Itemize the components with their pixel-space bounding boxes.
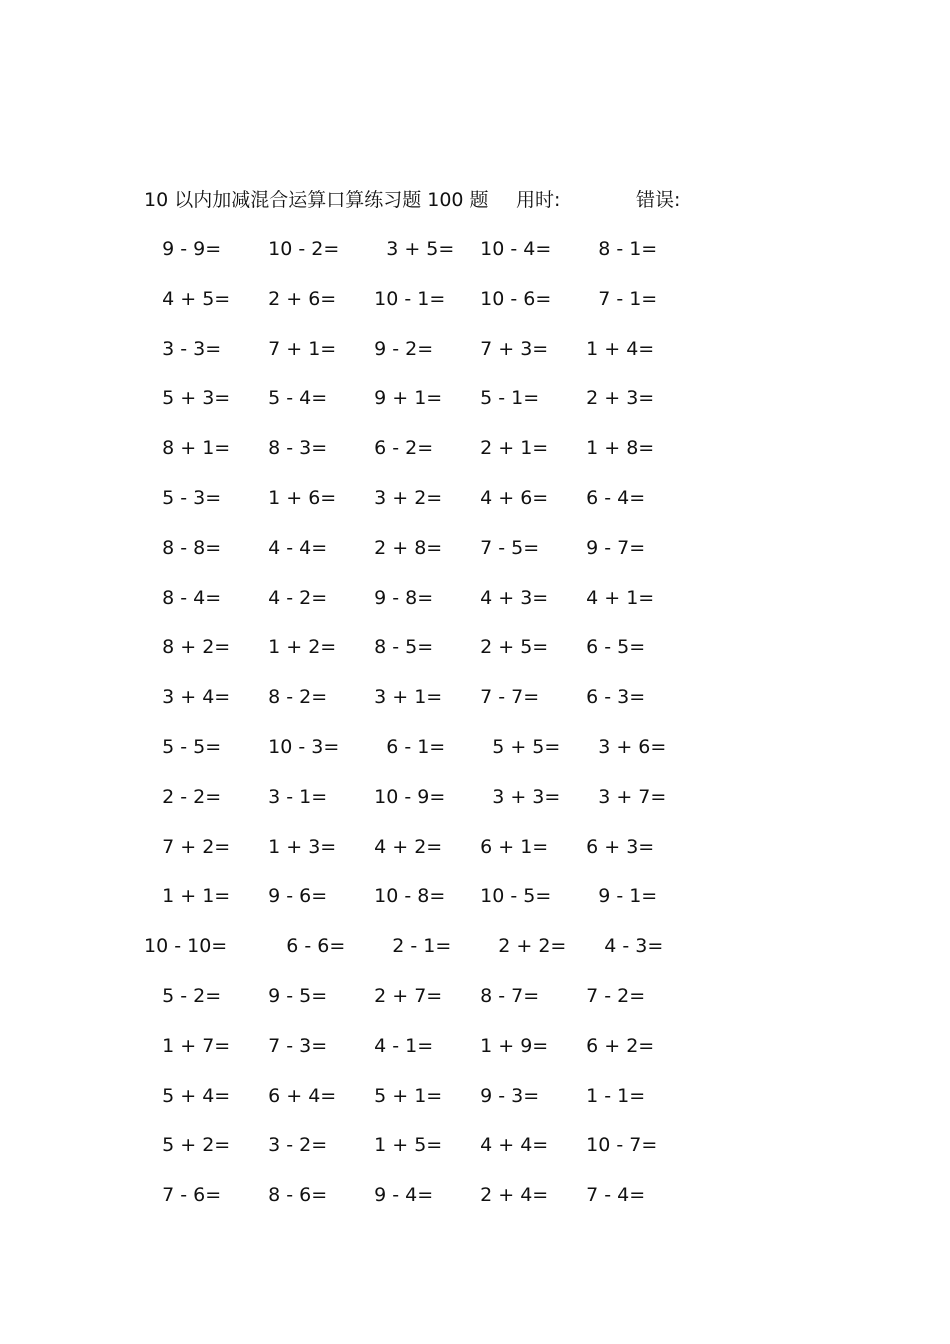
problem-item: 4 + 3= bbox=[462, 586, 549, 609]
problem-item: 10 - 5= bbox=[462, 885, 552, 908]
problem-item: 9 - 9= bbox=[144, 238, 222, 260]
problem-item: 1 + 3= bbox=[250, 835, 337, 858]
problem-item: 6 + 1= bbox=[462, 835, 549, 858]
problem-item: 9 - 8= bbox=[356, 586, 434, 609]
problem-item: 4 - 1= bbox=[356, 1034, 434, 1057]
worksheet-title: 10 以内加减混合运算口算练习题 100 题 bbox=[144, 189, 489, 211]
problem-grid bbox=[144, 235, 704, 1231]
problem-item: 10 - 6= bbox=[462, 287, 552, 310]
problem-item: 2 + 8= bbox=[356, 536, 443, 559]
problem-row bbox=[144, 1082, 704, 1132]
problem-item: 3 + 6= bbox=[568, 735, 667, 758]
problem-row bbox=[144, 633, 704, 683]
problem-item: 1 + 2= bbox=[250, 636, 337, 659]
problem-item: 7 - 3= bbox=[250, 1034, 328, 1057]
problem-item: 7 - 2= bbox=[568, 984, 646, 1007]
problem-item: 7 + 1= bbox=[250, 337, 337, 360]
problem-item: 6 - 1= bbox=[356, 735, 446, 758]
problem-item: 8 + 1= bbox=[144, 437, 231, 460]
problem-item: 1 + 7= bbox=[144, 1034, 231, 1057]
problem-row bbox=[144, 484, 704, 534]
problem-item: 10 - 2= bbox=[250, 238, 340, 260]
problem-item: 5 - 5= bbox=[144, 735, 222, 758]
problem-row bbox=[144, 434, 704, 484]
problem-item: 8 - 4= bbox=[144, 586, 222, 609]
problem-item: 2 + 6= bbox=[250, 287, 337, 310]
problem-item: 2 + 4= bbox=[462, 1184, 549, 1207]
problem-item: 8 + 2= bbox=[144, 636, 231, 659]
problem-item: 8 - 1= bbox=[568, 238, 658, 260]
problem-item: 6 + 3= bbox=[568, 835, 655, 858]
problem-item: 6 - 3= bbox=[568, 686, 646, 709]
problem-item: 7 - 6= bbox=[144, 1184, 222, 1207]
problem-item: 6 - 5= bbox=[568, 636, 646, 659]
problem-item: 9 - 1= bbox=[568, 885, 658, 908]
problem-item: 1 + 1= bbox=[144, 885, 231, 908]
problem-item: 8 - 6= bbox=[250, 1184, 328, 1207]
problem-item: 9 + 1= bbox=[356, 387, 443, 410]
problem-item: 7 - 4= bbox=[568, 1184, 646, 1207]
problem-item: 5 + 1= bbox=[356, 1084, 443, 1107]
problem-item: 8 - 3= bbox=[250, 437, 328, 460]
problem-item: 10 - 3= bbox=[250, 735, 340, 758]
problem-item: 8 - 5= bbox=[356, 636, 434, 659]
problem-item: 6 + 2= bbox=[568, 1034, 655, 1057]
problem-row bbox=[144, 1032, 704, 1082]
problem-item: 1 + 5= bbox=[356, 1134, 443, 1157]
problem-item: 1 + 6= bbox=[250, 486, 337, 509]
problem-item: 5 + 2= bbox=[144, 1134, 231, 1157]
problem-item: 10 - 1= bbox=[356, 287, 446, 310]
problem-item: 3 + 2= bbox=[356, 486, 443, 509]
problem-row bbox=[144, 932, 704, 982]
problem-item: 2 - 1= bbox=[356, 935, 452, 958]
problem-item: 7 - 7= bbox=[462, 686, 540, 709]
problem-item: 8 - 8= bbox=[144, 536, 222, 559]
problem-item: 6 - 6= bbox=[250, 935, 346, 958]
problem-item: 3 + 4= bbox=[144, 686, 231, 709]
problem-item: 5 + 5= bbox=[462, 735, 561, 758]
problem-item: 7 + 2= bbox=[144, 835, 231, 858]
problem-item: 1 - 1= bbox=[568, 1084, 646, 1107]
problem-item: 10 - 10= bbox=[144, 935, 228, 958]
problem-item: 3 - 1= bbox=[250, 785, 328, 808]
problem-row bbox=[144, 235, 704, 285]
problem-item: 6 - 2= bbox=[356, 437, 434, 460]
problem-item: 4 - 4= bbox=[250, 536, 328, 559]
problem-item: 10 - 4= bbox=[462, 238, 552, 260]
problem-item: 2 + 3= bbox=[568, 387, 655, 410]
problem-item: 3 + 5= bbox=[356, 238, 455, 260]
problem-item: 1 + 8= bbox=[568, 437, 655, 460]
problem-row bbox=[144, 534, 704, 584]
problem-item: 2 + 7= bbox=[356, 984, 443, 1007]
problem-item: 6 + 4= bbox=[250, 1084, 337, 1107]
problem-item: 4 - 2= bbox=[250, 586, 328, 609]
problem-item: 9 - 5= bbox=[250, 984, 328, 1007]
problem-item: 6 - 4= bbox=[568, 486, 646, 509]
problem-item: 5 - 2= bbox=[144, 984, 222, 1007]
problem-item: 9 - 6= bbox=[250, 885, 328, 908]
problem-item: 10 - 8= bbox=[356, 885, 446, 908]
problem-item: 3 - 3= bbox=[144, 337, 222, 360]
problem-item: 3 + 3= bbox=[462, 785, 561, 808]
problem-item: 4 + 5= bbox=[144, 287, 231, 310]
problem-item: 3 + 7= bbox=[568, 785, 667, 808]
problem-item: 2 + 5= bbox=[462, 636, 549, 659]
problem-item: 5 + 3= bbox=[144, 387, 231, 410]
problem-item: 8 - 2= bbox=[250, 686, 328, 709]
problem-row bbox=[144, 584, 704, 634]
problem-item: 7 - 1= bbox=[568, 287, 658, 310]
problem-item: 9 - 7= bbox=[568, 536, 646, 559]
problem-item: 5 - 4= bbox=[250, 387, 328, 410]
problem-item: 9 - 3= bbox=[462, 1084, 540, 1107]
problem-item: 4 + 1= bbox=[568, 586, 655, 609]
problem-item: 2 + 1= bbox=[462, 437, 549, 460]
problem-row bbox=[144, 783, 704, 833]
error-label: 错误: bbox=[636, 189, 681, 211]
problem-item: 4 - 3= bbox=[568, 935, 664, 958]
problem-item: 10 - 7= bbox=[568, 1134, 658, 1157]
problem-item: 2 + 2= bbox=[462, 935, 567, 958]
problem-item: 1 + 4= bbox=[568, 337, 655, 360]
problem-item: 5 + 4= bbox=[144, 1084, 231, 1107]
problem-row bbox=[144, 285, 704, 335]
time-label: 用时: bbox=[516, 189, 561, 211]
problem-item: 5 - 3= bbox=[144, 486, 222, 509]
problem-item: 10 - 9= bbox=[356, 785, 446, 808]
problem-item: 4 + 6= bbox=[462, 486, 549, 509]
problem-item: 3 + 1= bbox=[356, 686, 443, 709]
problem-row bbox=[144, 683, 704, 733]
problem-item: 4 + 4= bbox=[462, 1134, 549, 1157]
problem-row bbox=[144, 982, 704, 1032]
problem-row bbox=[144, 384, 704, 434]
problem-row bbox=[144, 1181, 704, 1231]
problem-item: 4 + 2= bbox=[356, 835, 443, 858]
problem-row bbox=[144, 833, 704, 883]
problem-item: 3 - 2= bbox=[250, 1134, 328, 1157]
problem-item: 7 - 5= bbox=[462, 536, 540, 559]
problem-row bbox=[144, 335, 704, 385]
problem-row bbox=[144, 1131, 704, 1181]
problem-item: 9 - 2= bbox=[356, 337, 434, 360]
problem-item: 8 - 7= bbox=[462, 984, 540, 1007]
problem-item: 7 + 3= bbox=[462, 337, 549, 360]
problem-row bbox=[144, 733, 704, 783]
problem-item: 5 - 1= bbox=[462, 387, 540, 410]
problem-item: 1 + 9= bbox=[462, 1034, 549, 1057]
problem-row bbox=[144, 882, 704, 932]
problem-item: 2 - 2= bbox=[144, 785, 222, 808]
problem-item: 9 - 4= bbox=[356, 1184, 434, 1207]
